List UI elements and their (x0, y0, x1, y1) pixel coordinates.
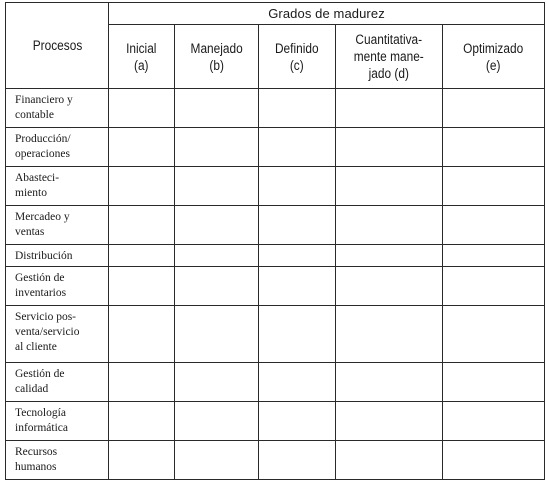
process-name-line: miento (15, 187, 47, 199)
grade-cell[interactable] (175, 441, 259, 480)
grade-header-defined (259, 25, 336, 89)
grade-cell[interactable] (259, 402, 336, 441)
process-name-line: al cliente (15, 341, 57, 353)
process-name-cell (6, 245, 109, 267)
grade-header-line: (a) (134, 57, 149, 73)
grade-header-line: jado (d) (368, 66, 410, 81)
table-row (6, 167, 545, 206)
grade-cell[interactable] (336, 128, 443, 167)
grade-header-line: Cuantitativa- (355, 32, 423, 47)
grade-header-line: Manejado (190, 40, 243, 56)
grade-cell[interactable] (175, 89, 259, 128)
process-name-cell (6, 402, 109, 441)
grade-header-line: Optimizado (463, 40, 524, 56)
grade-cell[interactable] (443, 167, 545, 206)
table-row (6, 306, 545, 363)
grade-cell[interactable] (336, 441, 443, 480)
process-name-line: calidad (15, 383, 49, 395)
process-name-line: operaciones (15, 148, 70, 160)
grade-cell[interactable] (443, 363, 545, 402)
grade-header-managed (175, 25, 259, 89)
process-name-line: humanos (15, 461, 57, 473)
grade-cell[interactable] (109, 89, 175, 128)
process-name-cell (6, 441, 109, 480)
process-name-line: contable (15, 109, 54, 121)
process-name-line: inventarios (15, 287, 67, 299)
process-name-line: Recursos (15, 446, 58, 458)
table-row (6, 245, 545, 267)
grade-header-line: mente mane- (353, 49, 424, 64)
grade-cell[interactable] (109, 402, 175, 441)
process-name-line: Financiero y (15, 94, 73, 106)
process-name-cell (6, 363, 109, 402)
table-row (6, 267, 545, 306)
grade-cell[interactable] (259, 89, 336, 128)
grade-cell[interactable] (443, 402, 545, 441)
grade-cell[interactable] (336, 167, 443, 206)
grade-cell[interactable] (443, 306, 545, 363)
grade-cell[interactable] (336, 267, 443, 306)
grade-cell[interactable] (175, 267, 259, 306)
grade-cell[interactable] (259, 128, 336, 167)
grade-cell[interactable] (443, 441, 545, 480)
grade-cell[interactable] (443, 267, 545, 306)
grade-cell[interactable] (109, 441, 175, 480)
grade-cell[interactable] (336, 402, 443, 441)
grade-cell[interactable] (109, 267, 175, 306)
grade-cell[interactable] (175, 402, 259, 441)
process-name-line: Mercadeo y (15, 211, 70, 223)
grade-header-initial (109, 25, 175, 89)
grade-cell[interactable] (336, 363, 443, 402)
grade-header-line: Inicial (126, 40, 157, 56)
grade-cell[interactable] (336, 206, 443, 245)
grade-cell[interactable] (259, 245, 336, 267)
grade-header-line: (c) (290, 57, 304, 73)
grade-header-line: (e) (486, 57, 501, 73)
grade-cell[interactable] (259, 306, 336, 363)
grade-cell[interactable] (259, 206, 336, 245)
process-name-cell (6, 89, 109, 128)
table-row (6, 441, 545, 480)
process-name-line: venta/servicio (15, 326, 80, 338)
grade-cell[interactable] (109, 206, 175, 245)
process-name-cell (6, 167, 109, 206)
table-row (6, 402, 545, 441)
grade-header-line: (b) (209, 57, 224, 73)
process-name-line: Abasteci- (15, 172, 60, 184)
process-name-line: Producción/ (15, 133, 71, 145)
grade-cell[interactable] (175, 306, 259, 363)
process-name-line: informática (15, 422, 69, 434)
grade-cell[interactable] (443, 245, 545, 267)
table-row (6, 206, 545, 245)
process-name-line: Tecnología (15, 407, 66, 419)
grade-cell[interactable] (336, 245, 443, 267)
grade-cell[interactable] (109, 245, 175, 267)
table-row (6, 363, 545, 402)
process-name-cell (6, 128, 109, 167)
process-name-line: Gestión de (15, 368, 65, 380)
table-row (6, 128, 545, 167)
grade-cell[interactable] (175, 245, 259, 267)
maturity-grades-header: Grados de madurez (109, 3, 545, 25)
grade-header-quantitative (336, 25, 443, 89)
processes-header: Procesos (12, 3, 103, 89)
grade-cell[interactable] (443, 128, 545, 167)
process-name-line: Distribución (15, 250, 73, 262)
grade-cell[interactable] (109, 128, 175, 167)
process-name-line: ventas (15, 226, 45, 238)
maturity-table (5, 2, 545, 480)
process-name-cell (6, 267, 109, 306)
process-name-line: Servicio pos- (15, 311, 77, 323)
grade-cell[interactable] (259, 267, 336, 306)
grade-cell[interactable] (109, 363, 175, 402)
grade-cell[interactable] (259, 441, 336, 480)
grade-cell[interactable] (109, 167, 175, 206)
grade-cell[interactable] (336, 306, 443, 363)
grade-cell[interactable] (175, 206, 259, 245)
grade-cell[interactable] (109, 306, 175, 363)
process-name-cell (6, 206, 109, 245)
grade-cell[interactable] (175, 167, 259, 206)
grade-cell[interactable] (443, 206, 545, 245)
process-name-line: Gestión de (15, 272, 65, 284)
grade-cell[interactable] (175, 363, 259, 402)
process-name-cell (6, 306, 109, 363)
grade-cell[interactable] (443, 89, 545, 128)
grade-cell[interactable] (259, 167, 336, 206)
table-row (6, 89, 545, 128)
grade-cell[interactable] (336, 89, 443, 128)
grade-cell[interactable] (175, 128, 259, 167)
grade-header-line: Definido (275, 40, 319, 56)
grade-header-optimized (443, 25, 545, 89)
grade-cell[interactable] (259, 363, 336, 402)
